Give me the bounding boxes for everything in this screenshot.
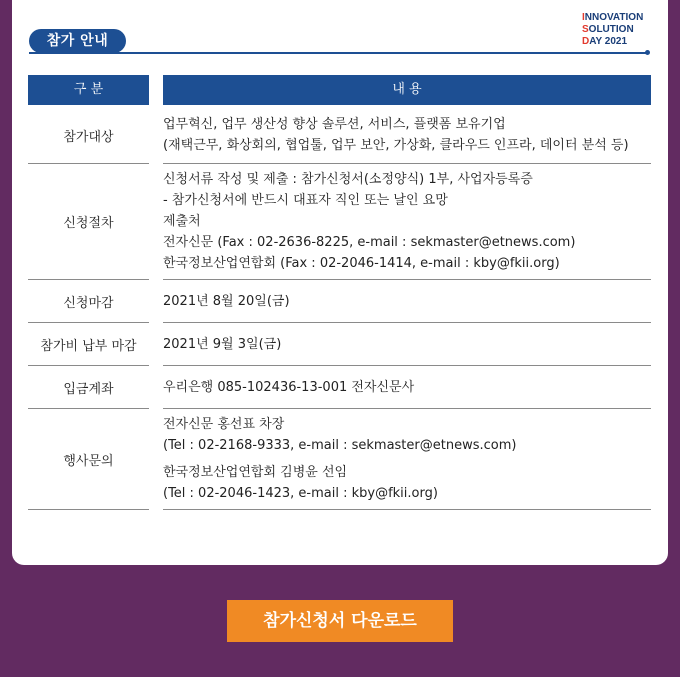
row-divider bbox=[28, 509, 149, 510]
row-label: 행사문의 bbox=[63, 453, 114, 469]
logo-initial-d: D bbox=[582, 36, 590, 47]
table-row bbox=[0, 164, 680, 279]
content-line: 신청서류 작성 및 제출 : 참가신청서(소정양식) 1부, 사업자등록증 bbox=[163, 172, 533, 187]
row-label: 입금계좌 bbox=[63, 381, 114, 397]
table-row bbox=[0, 366, 680, 408]
content-line: (Tel : 02-2168-9333, e-mail : sekmaster@etnews.com) bbox=[163, 438, 517, 453]
download-application-button[interactable]: 참가신청서 다운로드 bbox=[227, 600, 453, 642]
table-row bbox=[0, 280, 680, 322]
content-line: 2021년 8월 20일(금) bbox=[163, 293, 290, 309]
content-line: - 참가신청서에 반드시 대표자 직인 또는 날인 요망 bbox=[163, 193, 448, 208]
content-line: 업무혁신, 업무 생산성 향상 솔루션, 서비스, 플랫폼 보유기업 bbox=[163, 117, 506, 132]
content-line: 우리은행 085-102436-13-001 전자신문사 bbox=[163, 379, 415, 395]
logo-line-3: AY 2021 bbox=[589, 36, 628, 47]
row-label: 신청절차 bbox=[63, 216, 114, 231]
logo-initial-s: S bbox=[582, 24, 589, 35]
column-header-category: 구 분 bbox=[28, 75, 149, 105]
row-content bbox=[163, 164, 655, 279]
row-content bbox=[163, 366, 655, 408]
content-line: (재택근무, 화상회의, 협업툴, 업무 보안, 가상화, 클라우드 인프라, 데이터 분석 등) bbox=[163, 138, 629, 153]
column-header-content: 내 용 bbox=[163, 75, 651, 105]
content-line: 2021년 9월 3일(금) bbox=[163, 336, 282, 352]
table-row bbox=[0, 409, 680, 509]
row-content bbox=[163, 323, 655, 365]
section-title: 참가 안내 bbox=[29, 29, 126, 53]
row-content bbox=[163, 107, 655, 163]
header-divider-dot bbox=[645, 50, 650, 55]
content-line: 한국정보산업연합회 (Fax : 02-2046-1414, e-mail : kby@fkii.org) bbox=[163, 256, 560, 271]
header-divider bbox=[29, 52, 646, 54]
row-label: 신청마감 bbox=[63, 295, 114, 311]
content-line: (Tel : 02-2046-1423, e-mail : kby@fkii.org) bbox=[163, 486, 438, 501]
table-row bbox=[0, 107, 680, 163]
row-content bbox=[163, 280, 655, 322]
content-line: 전자신문 (Fax : 02-2636-8225, e-mail : sekmaster@etnews.com) bbox=[163, 235, 576, 250]
row-label: 참가대상 bbox=[63, 129, 114, 145]
row-content bbox=[163, 409, 655, 509]
event-logo bbox=[582, 12, 654, 48]
logo-line-2: OLUTION bbox=[588, 24, 634, 35]
logo-initial-i: I bbox=[582, 12, 585, 23]
content-line: 제출처 bbox=[163, 214, 201, 229]
row-divider bbox=[163, 509, 651, 510]
content-line: 전자신문 홍선표 차장 bbox=[163, 417, 285, 432]
content-line: 한국정보산업연합회 김병윤 선임 bbox=[163, 465, 348, 480]
row-label: 참가비 납부 마감 bbox=[40, 338, 137, 354]
table-row bbox=[0, 323, 680, 365]
logo-line-1: NNOVATION bbox=[584, 12, 644, 23]
